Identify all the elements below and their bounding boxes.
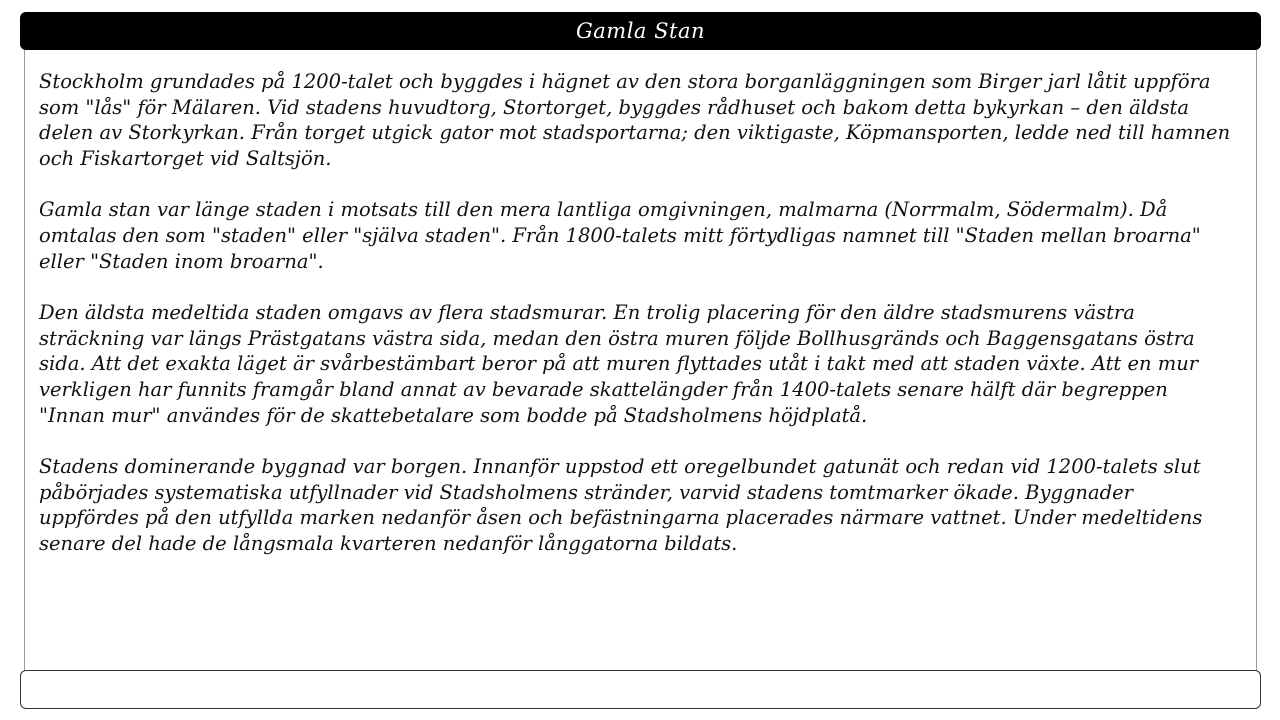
article-body <box>39 69 1235 583</box>
bottom-bar[interactable] <box>20 670 1261 709</box>
article-paragraph: Stadens dominerande byggnad var borgen. Innanför uppstod ett oregelbundet gatunät och redan vid 1200-talets slut påbörjades systematiska utfyllnader vid Stadsholmens stränder, varvid stadens tomtmarker ökade. Byggnader uppfördes på den utfyllda marken nedanför åsen och befästningarna placerades närmare vattnet. Under medeltidens senare del hade de långsmala kvarteren nedanför långgatorna bildats. <box>39 455 1203 555</box>
content-panel[interactable] <box>24 50 1257 672</box>
window-title: Gamla Stan <box>576 19 705 43</box>
article-paragraph: Gamla stan var länge staden i motsats till den mera lantliga omgivningen, malmarna (Norrmalm, Södermalm). Då omtalas den som "staden" eller "själva staden". Från 1800-talets mitt förtydligas namnet till "Staden mellan broarna" eller "Staden inom broarna". <box>39 198 1201 273</box>
article-paragraph: Den äldsta medeltida staden omgavs av flera stadsmurar. En trolig placering för den äldre stadsmurens västra sträckning var längs Prästgatans västra sida, medan den östra muren följde Bollhusgränds och Baggensgatans östra sida. Att det exakta läget är svårbestämbart beror på att muren flyttades utåt i takt med att staden växte. Att en mur verkligen har funnits framgår bland annat av bevarade skattelängder från 1400-talets senare hälft där begreppen "Innan mur" användes för de skattebetalare som bodde på Stadsholmens höjdplatå. <box>39 301 1199 427</box>
title-bar <box>20 12 1261 50</box>
article-paragraph: Stockholm grundades på 1200-talet och byggdes i hägnet av den stora borganläggningen som Birger jarl låtit uppföra som "lås" för Mälaren. Vid stadens huvudtorg, Stortorget, byggdes rådhuset och bakom detta bykyrkan – den äldsta delen av Storkyrkan. Från torget utgick gator mot stadsportarna; den viktigaste, Köpmansporten, ledde ned till hamnen och Fiskartorget vid Saltsjön. <box>39 70 1231 170</box>
